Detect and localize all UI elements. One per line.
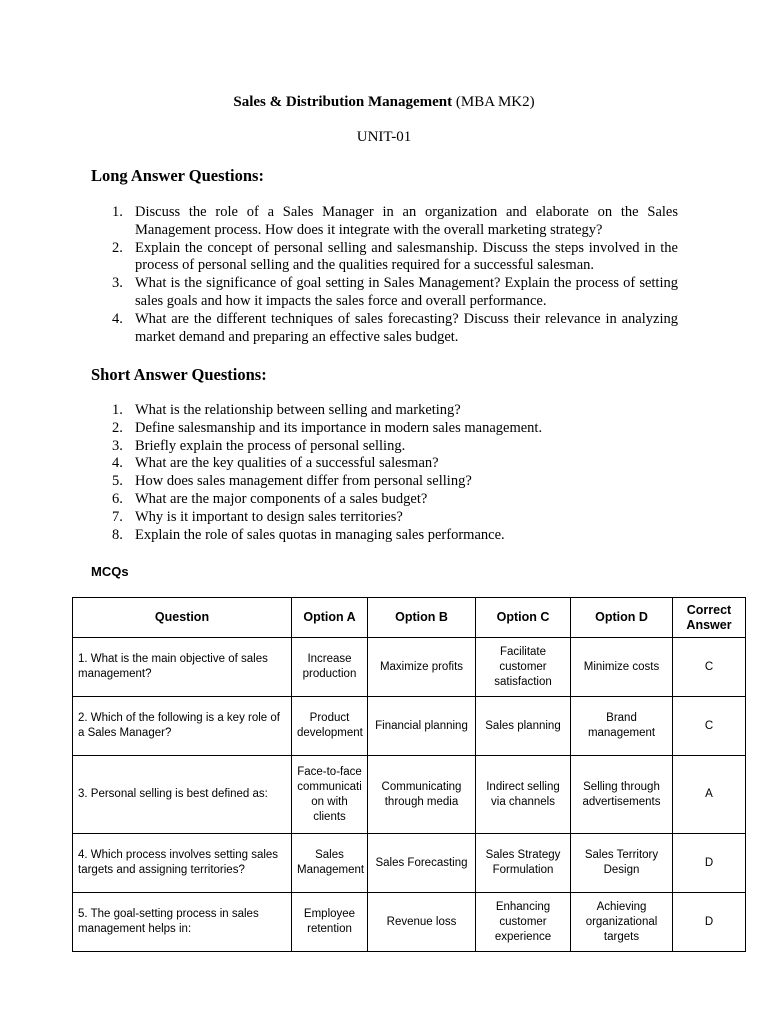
option-a-cell: Face-to-face communicati on with clients [292, 756, 368, 834]
column-header: Correct Answer [673, 598, 746, 638]
option-c-cell: Indirect selling via channels [476, 756, 571, 834]
table-header-row [73, 598, 746, 638]
title-course-code: (MBA MK2) [452, 94, 535, 110]
option-c-cell: Sales Strategy Formulation [476, 834, 571, 893]
list-item: 1. What is the relationship between selling and marketing? [112, 402, 461, 418]
list-item: 2. Define salesmanship and its importance in modern sales management. [112, 419, 543, 436]
option-d-cell: Achieving organizational targets [571, 893, 673, 952]
option-d-cell: Sales Territory Design [571, 834, 673, 893]
list-item: 5. How does sales management differ from personal selling? [112, 473, 472, 490]
column-header: Option D [571, 598, 673, 638]
column-header: Option C [476, 598, 571, 638]
option-c-cell: Enhancing customer experience [476, 893, 571, 952]
short-answer-heading: Short Answer Questions: [91, 365, 267, 384]
list-item: 1. Discuss the role of a Sales Manager in an organization and elaborate on the Sales Management process. How does it integrate with the overall marketing strategy? [112, 204, 678, 238]
table-row [73, 697, 746, 756]
option-a-cell: Employee retention [292, 893, 368, 952]
column-header: Question [73, 598, 292, 638]
option-b-cell: Maximize profits [368, 638, 476, 697]
question-cell: 5. The goal-setting process in sales management helps in: [73, 893, 292, 952]
list-item: 4. What are the key qualities of a successful salesman? [112, 455, 439, 472]
mcq-heading: MCQs [91, 564, 129, 579]
answer-cell: D [673, 893, 746, 952]
list-item: 8. Explain the role of sales quotas in managing sales performance. [112, 526, 505, 543]
list-item: 3. Briefly explain the process of personal selling. [112, 437, 406, 454]
mcq-table [72, 597, 746, 952]
question-cell: 4. Which process involves setting sales targets and assigning territories? [73, 834, 292, 893]
option-a-cell: Increase production [292, 638, 368, 697]
option-b-cell: Communicating through media [368, 756, 476, 834]
answer-cell: C [673, 697, 746, 756]
table-row [73, 834, 746, 893]
option-d-cell: Brand management [571, 697, 673, 756]
option-b-cell: Sales Forecasting [368, 834, 476, 893]
answer-cell: C [673, 638, 746, 697]
short-answer-list [91, 402, 678, 544]
question-cell: 2. Which of the following is a key role of a Sales Manager? [73, 697, 292, 756]
long-answer-heading: Long Answer Questions: [91, 166, 264, 185]
option-b-cell: Revenue loss [368, 893, 476, 952]
option-a-cell: Product development [292, 697, 368, 756]
table-row [73, 756, 746, 834]
question-cell: 1. What is the main objective of sales management? [73, 638, 292, 697]
list-item: 4. What are the different techniques of sales forecasting? Discuss their relevance in analyzing market demand and preparing an effective sales budget. [112, 310, 678, 345]
option-c-cell: Facilitate customer satisfaction [476, 638, 571, 697]
question-cell: 3. Personal selling is best defined as: [73, 756, 292, 834]
table-row [73, 893, 746, 952]
title-bold: Sales & Distribution Management [233, 94, 453, 110]
table-row [73, 638, 746, 697]
long-answer-list [91, 204, 678, 346]
list-item: 2. Explain the concept of personal selling and salesmanship. Discuss the steps involved in the process of personal selling and the qualities required for a successful salesman. [112, 239, 678, 274]
option-d-cell: Minimize costs [571, 638, 673, 697]
list-item: 3. What is the significance of goal setting in Sales Management? Explain the process of setting sales goals and how it impacts the sales force and overall performance. [112, 275, 678, 309]
option-d-cell: Selling through advertisements [571, 756, 673, 834]
option-c-cell: Sales planning [476, 697, 571, 756]
answer-cell: A [673, 756, 746, 834]
list-item: 7. Why is it important to design sales territories? [112, 508, 403, 525]
column-header: Option B [368, 598, 476, 638]
option-a-cell: Sales Management [292, 834, 368, 893]
column-header: Option A [292, 598, 368, 638]
unit-label: UNIT-01 [356, 129, 412, 145]
list-item: 6. What are the major components of a sales budget? [112, 490, 428, 507]
document-title [0, 94, 768, 111]
option-b-cell: Financial planning [368, 697, 476, 756]
answer-cell: D [673, 834, 746, 893]
